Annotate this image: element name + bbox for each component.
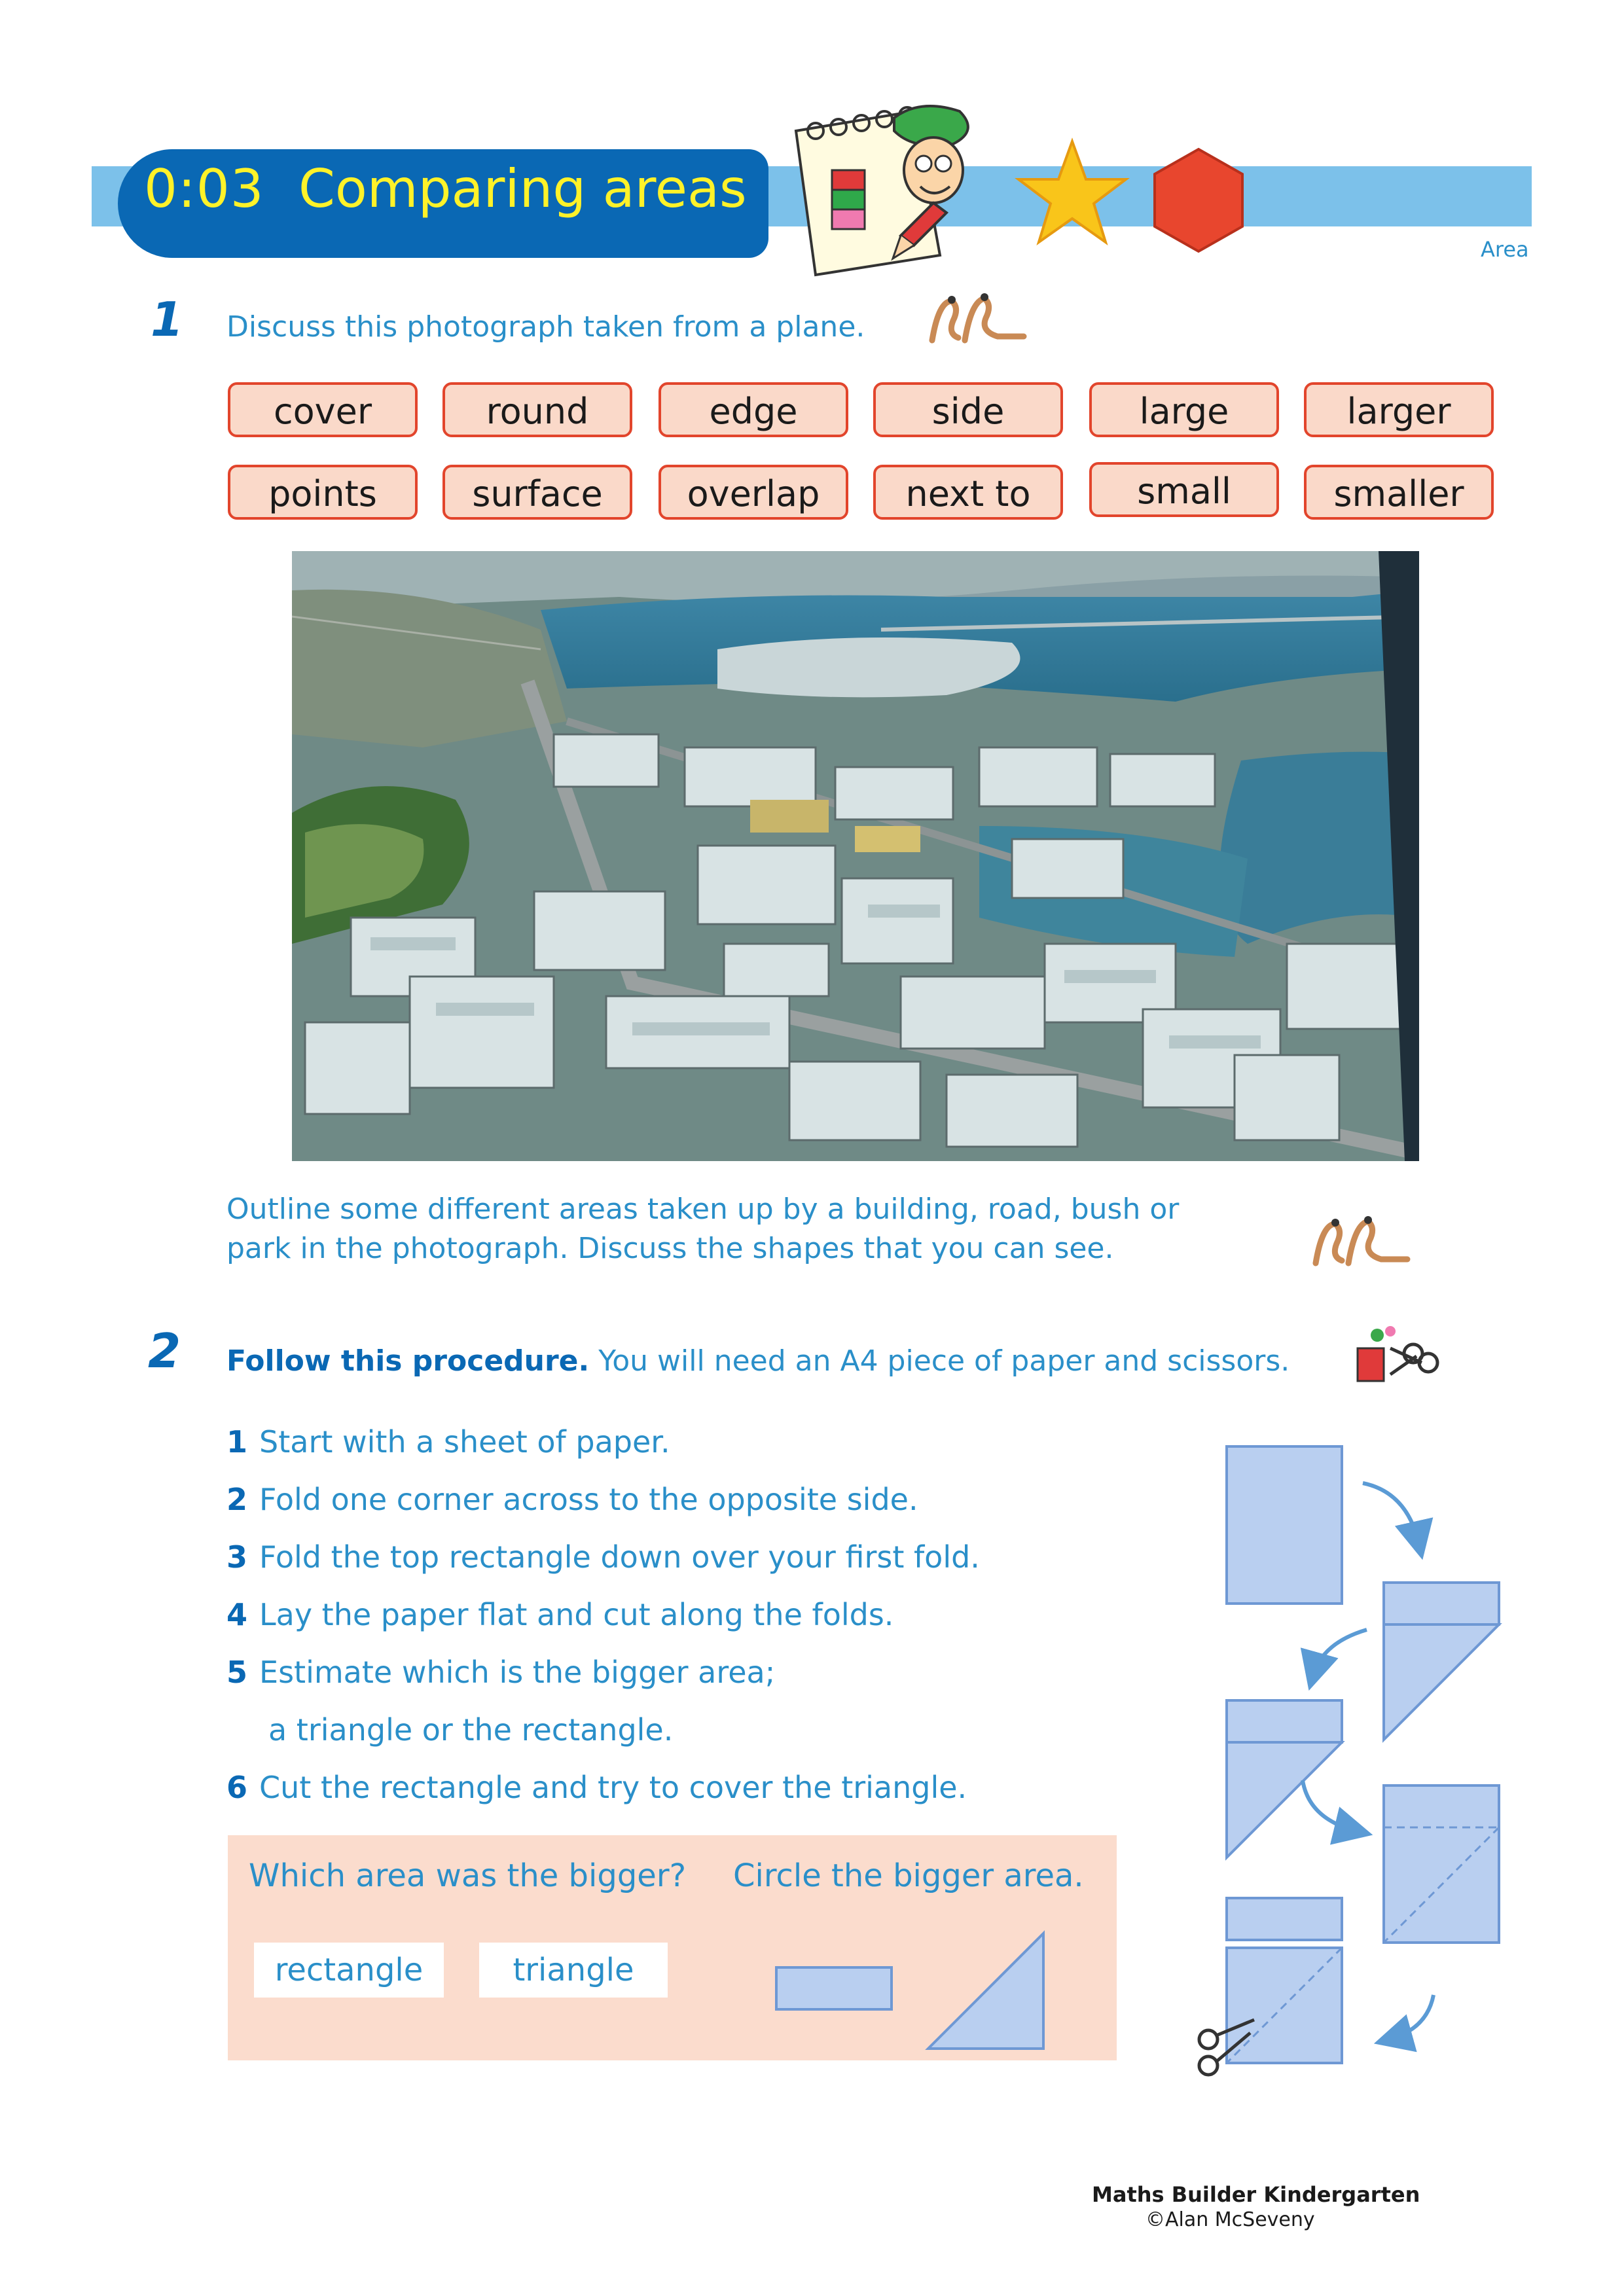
section-number-2: 2 xyxy=(148,1323,181,1378)
scissors-glue-icon xyxy=(1351,1322,1443,1388)
answer-option-rectangle[interactable]: rectangle xyxy=(254,1943,444,1998)
aerial-photo xyxy=(292,551,1419,1161)
section-number-1: 1 xyxy=(151,292,184,347)
step-item: 2 Fold one corner across to the opposite side. xyxy=(226,1482,918,1517)
word-card: side xyxy=(873,382,1063,437)
rectangle-shape[interactable] xyxy=(776,1967,892,2009)
footer-copyright: ©Alan McSeveny xyxy=(1146,2208,1315,2231)
step-item: 4 Lay the paper flat and cut along the folds. xyxy=(226,1597,894,1632)
word-card: small xyxy=(1089,462,1279,517)
word-card: points xyxy=(228,465,418,520)
section2-lead-bold: Follow this procedure. xyxy=(226,1344,590,1378)
discuss-worms-icon xyxy=(919,288,1037,347)
circle-prompt: Circle the bigger area. xyxy=(733,1857,1084,1894)
arrow-icon xyxy=(1313,1630,1367,1676)
word-card: edge xyxy=(659,382,848,437)
section2-lead-rest: You will need an A4 piece of paper and scissors. xyxy=(589,1344,1290,1378)
calendar-character-icon xyxy=(783,92,992,288)
step-item: 6 Cut the rectangle and try to cover the triangle. xyxy=(226,1770,967,1805)
section2-lead xyxy=(226,1344,1290,1378)
word-card: cover xyxy=(228,382,418,437)
word-card: large xyxy=(1089,382,1279,437)
footer-title: Maths Builder Kindergarten xyxy=(1092,2182,1420,2207)
word-card: surface xyxy=(442,465,632,520)
shape-choices xyxy=(770,1928,1058,2053)
answer-option-triangle[interactable]: triangle xyxy=(479,1943,668,1998)
lesson-code: 0:03 xyxy=(144,158,264,219)
topic-label: Area xyxy=(1481,237,1529,262)
step-item: a triangle or the rectangle. xyxy=(268,1712,674,1748)
word-card: round xyxy=(442,382,632,437)
step-item: 1 Start with a sheet of paper. xyxy=(226,1424,670,1460)
step-item: 5 Estimate which is the bigger area; xyxy=(226,1655,776,1690)
step-item: 3 Fold the top rectangle down over your first fold. xyxy=(226,1539,980,1575)
hexagon-icon xyxy=(1149,145,1248,257)
triangle-shape[interactable] xyxy=(928,1933,1043,2049)
arrow-icon xyxy=(1363,1483,1419,1545)
question-text: Which area was the bigger? xyxy=(249,1857,687,1894)
outline-text-line2: park in the photograph. Discuss the shapes that you can see. xyxy=(226,1232,1114,1265)
star-icon xyxy=(1013,136,1131,254)
arrow-icon xyxy=(1389,1995,1434,2039)
word-card: smaller xyxy=(1304,465,1494,520)
section1-instruction: Discuss this photograph taken from a plane. xyxy=(226,310,865,344)
word-card: next to xyxy=(873,465,1063,520)
discuss-worms-icon xyxy=(1303,1211,1420,1270)
lesson-title: Comparing areas xyxy=(298,158,747,219)
word-card: overlap xyxy=(659,465,848,520)
arrow-icon xyxy=(1303,1780,1358,1831)
word-card: larger xyxy=(1304,382,1494,437)
outline-text-line1: Outline some different areas taken up by a building, road, bush or xyxy=(226,1193,1180,1226)
folding-diagram xyxy=(1191,1433,1519,2101)
